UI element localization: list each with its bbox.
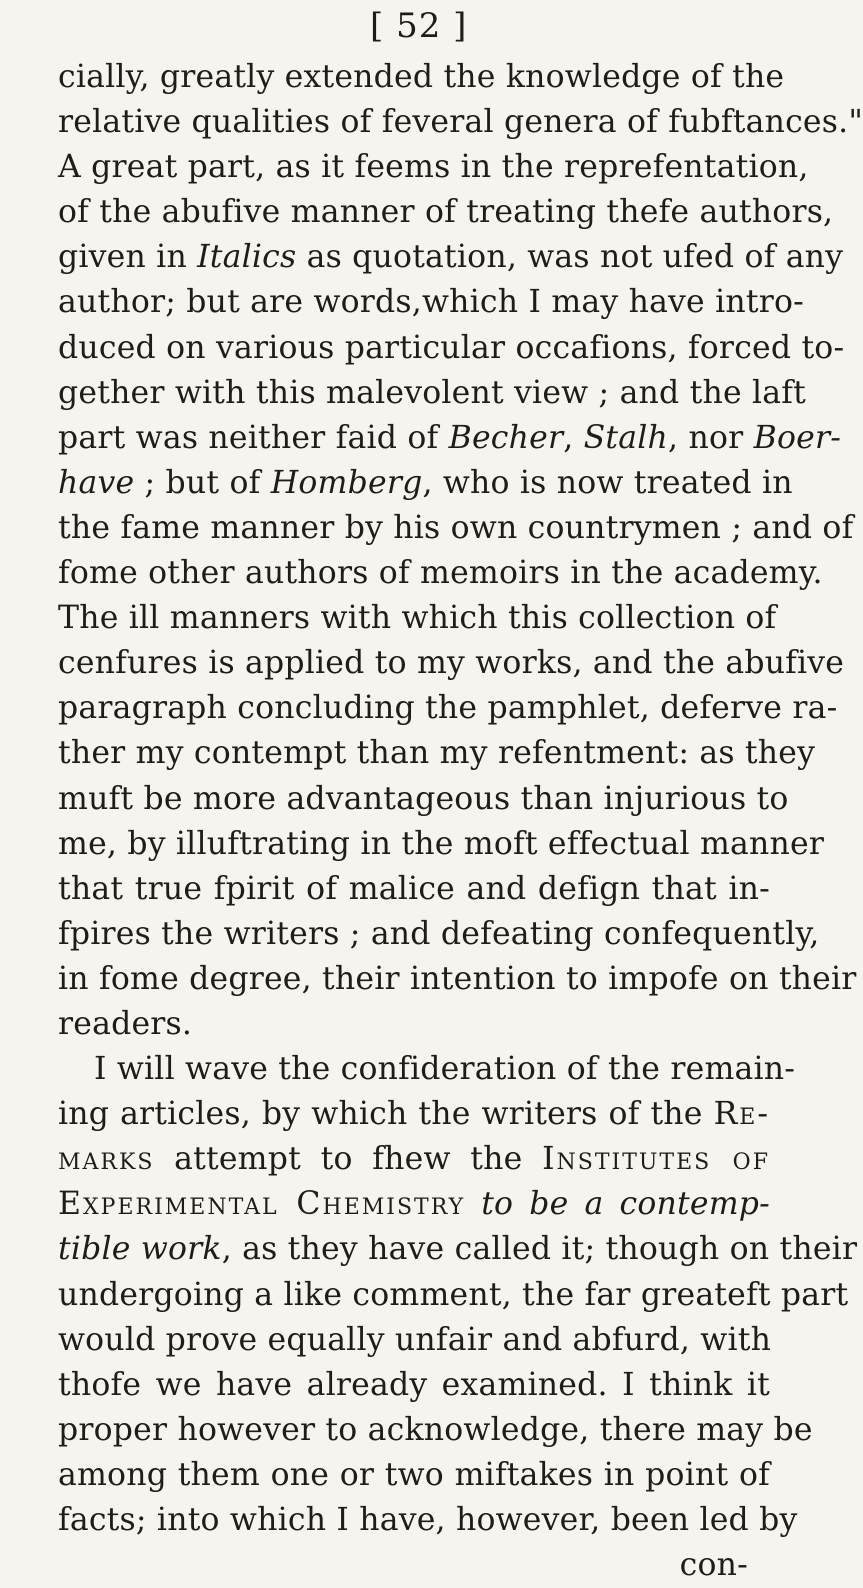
text-segment: relative qualities of feveral genera of fubftances." [58,104,863,141]
text-segment: duced on various particular occafions, forced to- [58,329,845,366]
text-line [58,1363,770,1408]
text-segment: cially, greatly extended the knowledge of the [58,59,785,95]
italic-text: Italics [197,239,297,276]
small-caps-text: Experimental Chemistry [58,1186,466,1223]
italic-text: Homberg [270,464,423,501]
text-segment: of the abufive manner of treating thefe authors, [58,194,834,231]
small-caps-text: Institutes of [542,1141,770,1178]
text-line [58,777,789,822]
text-segment: the fame manner by his own countrymen ; and of [58,509,854,546]
text-line [58,912,820,957]
text-line [58,551,823,596]
text-line [58,326,845,371]
text-segment: The ill manners with which this collection of [58,600,777,637]
text-segment: attempt to fhew the [154,1141,543,1178]
text-line [58,1318,770,1363]
text-segment: among them one or two miftakes in point of [58,1456,770,1493]
text-line [58,1498,798,1543]
text-segment: undergoing a like comment, the far greateft part [58,1276,849,1313]
text-line [58,55,785,100]
italic-text: to be a contemp- [481,1186,770,1223]
text-line [58,1408,813,1453]
text-line [58,1227,858,1272]
text-segment: would prove equally unfair and abfurd, with [58,1321,772,1358]
small-caps-text: marks [58,1141,155,1178]
text-segment: given in [58,239,198,276]
text-segment: ther my contempt than my refentment: as they [58,735,816,772]
text-line [58,235,844,280]
text-line [58,100,863,145]
text-segment: , who is now treated in [422,464,793,501]
text-line [58,867,770,912]
text-line [58,1047,796,1092]
text-segment: as quotation, was not ufed of any [296,239,844,276]
small-caps-text: Re- [713,1096,770,1133]
text-segment: proper however to acknowledge, there may be [58,1411,813,1448]
text-segment: muft be more advantageous than injurious to [58,780,789,817]
text-line [58,1453,770,1498]
text-segment: thofe we have already examined. I think it [58,1366,770,1403]
text-segment: A great part, as it feems in the reprefentation, [58,149,809,186]
text-line [58,461,793,506]
text-segment: gether with this malevolent view ; and the laft [58,374,806,411]
text-line [58,506,854,551]
text-line [58,596,777,641]
italic-text: tible work [58,1231,222,1268]
italic-text: Boer- [753,419,842,456]
text-segment: that true fpirit of malice and defign that in- [58,870,770,907]
text-line [58,371,806,416]
italic-text: have [58,464,135,501]
text-segment: ing articles, by which the writers of the [58,1096,714,1133]
text-segment: part was neither faid of [58,419,449,456]
text-line [58,686,838,731]
text-segment: I will wave the confideration of the remain- [94,1051,796,1088]
text-segment: ; but of [134,464,271,501]
text-segment: author; but are words,which I may have intro- [58,284,804,321]
text-segment: facts; into which I have, however, been led by [58,1502,798,1538]
text-line [58,280,804,325]
text-segment: fpires the writers ; and defeating confequently, [58,915,820,952]
text-line [58,1273,849,1318]
text-line [58,1092,770,1137]
page-number: [ 52 ] [370,6,468,46]
body-text [58,55,863,1588]
text-line [58,1137,770,1182]
text-line [58,957,857,1002]
text-line [58,731,816,776]
text-segment: , [563,419,584,456]
text-line [58,145,809,190]
text-line [58,1002,770,1047]
text-segment: , nor [668,419,754,456]
catchword: con- [679,1547,748,1584]
text-line [58,416,842,461]
text-line [58,1182,770,1227]
text-segment: readers. [58,1005,193,1042]
text-segment: fome other authors of memoirs in the academy. [58,555,823,592]
text-segment [465,1186,481,1222]
text-segment: me, by illuftrating in the moft effectual manner [58,825,825,862]
text-segment: paragraph concluding the pamphlet, deferve ra- [58,690,838,727]
text-segment: , as they have called it; though on their [221,1231,858,1268]
text-line [58,641,845,686]
italic-text: Becher [448,419,564,456]
text-segment: cenfures is applied to my works, and the abufive [58,645,845,682]
text-line [58,822,825,867]
italic-text: Stalh [583,419,669,456]
text-line [58,190,834,235]
text-segment: in fome degree, their intention to impofe on their [58,960,857,997]
